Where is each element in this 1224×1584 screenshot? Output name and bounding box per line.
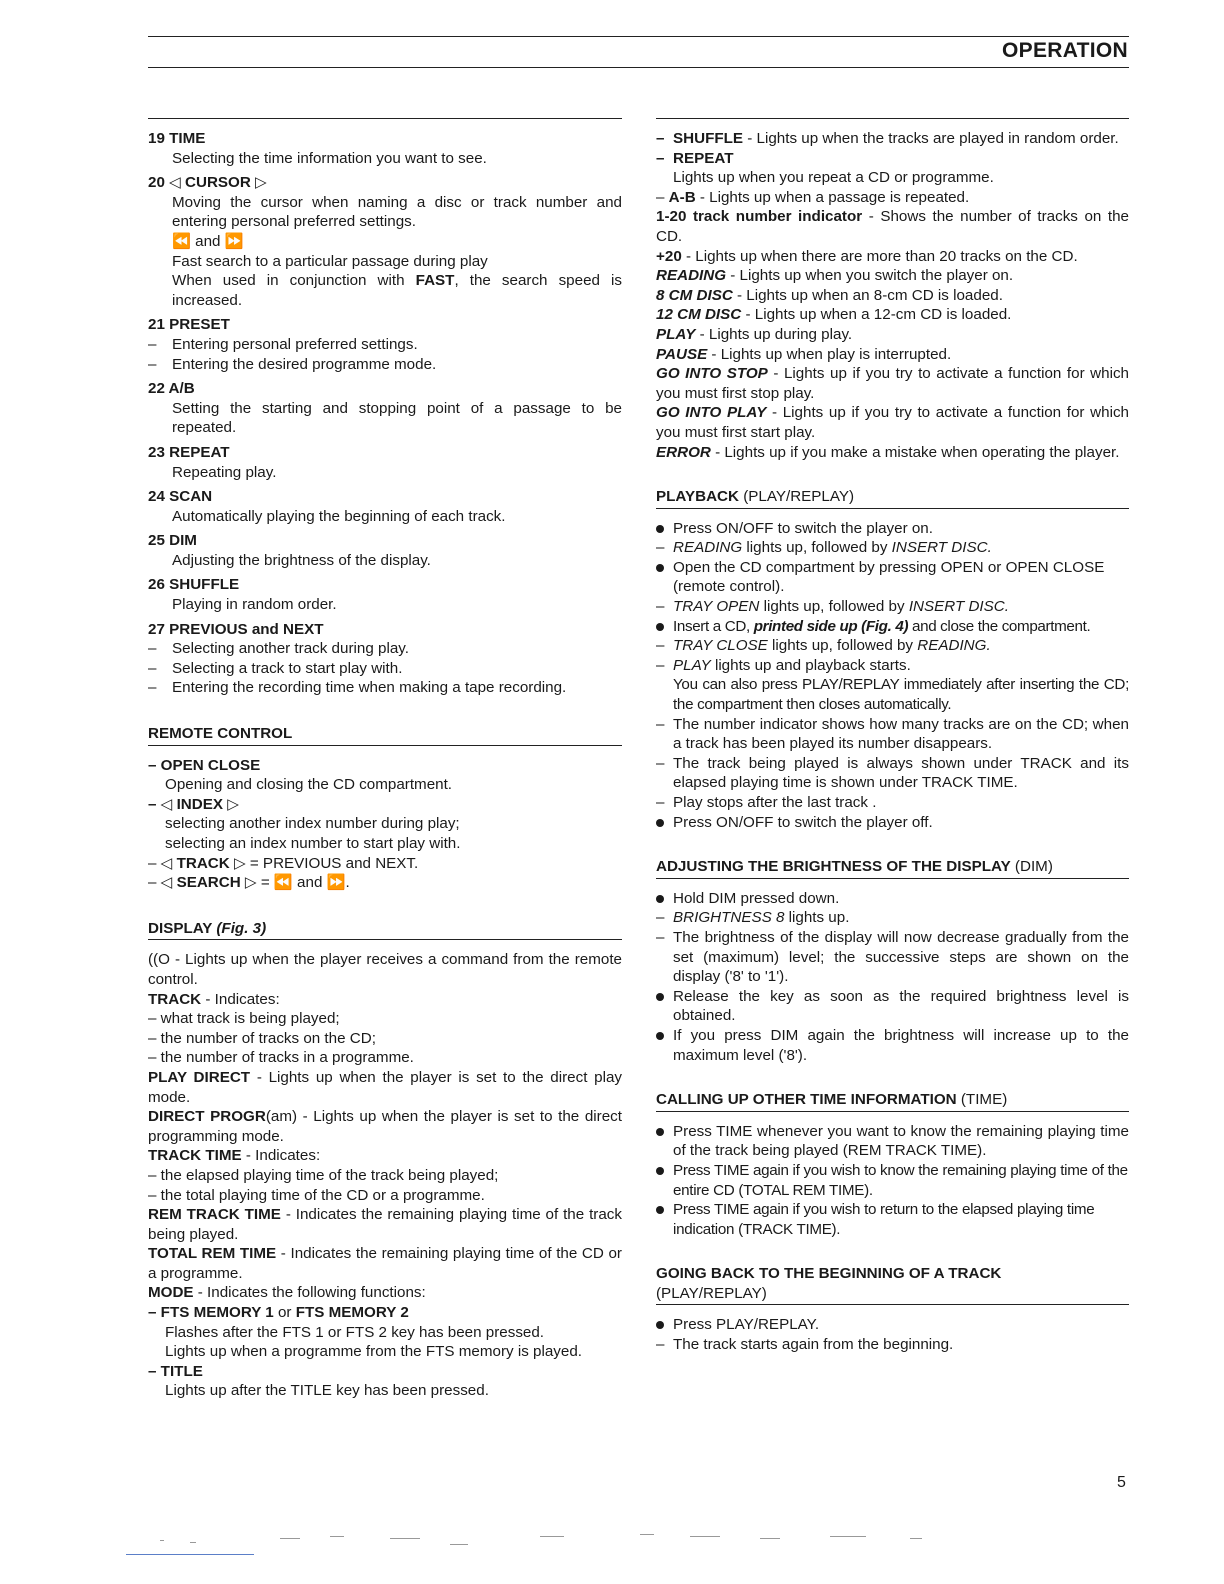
text: (PLAY/REPLAY)	[738, 488, 855, 506]
text: You can also press PLAY/REPLAY immediately after inserting the CD; the compartment then closes automatically.	[673, 676, 1129, 714]
text: - Lights up when the player is set to the direct play mode.	[148, 1068, 622, 1106]
remote-line	[148, 854, 622, 874]
dash-marker: –	[148, 355, 157, 373]
text: GOING BACK TO THE BEGINNING OF A TRACK	[656, 1265, 1002, 1283]
speck	[540, 1536, 564, 1537]
text: FTS MEMORY 2	[295, 1304, 409, 1322]
item-text: Entering the desired programme mode.	[172, 355, 437, 373]
text: lights up.	[784, 909, 850, 927]
text: Press ON/OFF to switch the player on.	[673, 519, 933, 537]
item-text: Selecting a track to start play with.	[172, 659, 403, 677]
text: - Lights up when you switch the player on.	[726, 267, 1014, 285]
dash-line	[656, 908, 1129, 928]
text: (DIM)	[1010, 858, 1053, 876]
dash-marker: –	[656, 149, 665, 167]
brightness-section	[656, 889, 1129, 1065]
display-line	[148, 1342, 622, 1362]
text: INSERT DISC.	[908, 598, 1009, 616]
speck	[760, 1538, 780, 1539]
section-heading-playback	[656, 487, 1129, 509]
text: CALLING UP OTHER TIME INFORMATION	[656, 1091, 957, 1109]
text: Hold DIM pressed down.	[673, 889, 840, 907]
text: BRIGHTNESS 8	[673, 909, 785, 927]
display-indicator-ab	[656, 188, 1129, 208]
text: or	[273, 1304, 296, 1322]
item-text: Moving the cursor when naming a disc or track number and entering personal preferred settings.	[172, 193, 622, 231]
dash-marker: –	[656, 1336, 665, 1354]
text: - Indicates the following functions:	[193, 1284, 426, 1302]
display-line	[148, 1107, 622, 1146]
bullet-icon	[656, 617, 673, 637]
text: Insert a CD,	[673, 617, 754, 635]
item-23-repeat	[148, 443, 622, 482]
display-indicator-repeat-desc	[656, 168, 1129, 188]
dash-marker: –	[148, 874, 161, 892]
display-indicator-8cm	[656, 286, 1129, 306]
text: +20	[656, 247, 682, 265]
bullet-line	[656, 1315, 1129, 1335]
text: When used in conjunction with	[172, 272, 416, 290]
left-column	[148, 118, 622, 1401]
text: and close the compartment.	[908, 617, 1091, 635]
remote-line	[148, 814, 622, 834]
dash-marker: –	[656, 715, 665, 733]
text: Opening and closing the CD compartment.	[165, 776, 453, 794]
dash-line	[148, 678, 622, 698]
text: PAUSE	[656, 345, 708, 363]
display-indicator-error	[656, 443, 1129, 463]
bullet-line	[656, 1200, 1129, 1239]
display-indicator-reading	[656, 266, 1129, 286]
display-line	[148, 1283, 622, 1303]
text: - Lights up when play is interrupted.	[707, 345, 952, 363]
text: 8 CM DISC	[656, 286, 733, 304]
spacer	[656, 168, 673, 188]
text: selecting another index number during play;	[165, 815, 460, 833]
text: The track being played is always shown under TRACK and its elapsed playing time is shown under TRACK TIME.	[673, 754, 1129, 792]
remote-line	[148, 795, 622, 815]
text: TRAY CLOSE	[673, 637, 768, 655]
column-rule	[656, 118, 1129, 119]
item-heading: 27 PREVIOUS and NEXT	[148, 620, 324, 638]
bullet-icon	[656, 889, 673, 909]
bullet-icon	[656, 1026, 673, 1065]
remote-line	[148, 834, 622, 854]
dash-marker: –	[656, 637, 665, 655]
text: ERROR	[656, 443, 711, 461]
bullet-line	[656, 1161, 1129, 1200]
item-19-time	[148, 129, 622, 168]
display-line	[148, 1303, 622, 1323]
item-heading: 23 REPEAT	[148, 443, 230, 461]
display-indicator-shuffle	[656, 129, 1129, 149]
display-line: – what track is being played;	[148, 1010, 340, 1028]
text: READING	[656, 267, 727, 285]
display-indicator-12cm	[656, 305, 1129, 325]
remote-signal-icon: ((O	[148, 951, 170, 969]
text: Press TIME again if you wish to know the remaining playing time of the entire CD (TOTAL REM TIME).	[673, 1161, 1128, 1199]
spacer	[148, 775, 165, 795]
speck	[450, 1544, 468, 1545]
text: ◁ SEARCH ▷	[160, 874, 257, 892]
spacer	[148, 834, 165, 854]
text: ◁ TRACK ▷	[160, 854, 246, 872]
text: MODE	[148, 1284, 194, 1302]
bullet-line	[656, 889, 1129, 909]
dash-marker: –	[656, 656, 665, 674]
scan-noise	[120, 1532, 1120, 1562]
dash-marker: –	[148, 756, 161, 774]
item-heading: 20 ◁ CURSOR ▷	[148, 174, 267, 192]
text: Lights up when a programme from the FTS memory is played.	[165, 1343, 582, 1361]
text: REPEAT	[673, 149, 734, 167]
dash-line	[656, 636, 1129, 656]
right-column	[656, 118, 1129, 1355]
text: PLAY	[656, 325, 696, 343]
dash-line	[656, 793, 1129, 813]
section-heading-going-back	[656, 1264, 1129, 1305]
remote-line	[148, 873, 622, 893]
text: Lights up after the TITLE key has been pressed.	[165, 1382, 489, 1400]
item-24-scan	[148, 487, 622, 526]
dash-marker: –	[656, 598, 665, 616]
text: Press PLAY/REPLAY.	[673, 1316, 820, 1334]
text: If you press DIM again the brightness will increase up to the maximum level ('8').	[673, 1026, 1129, 1064]
speck	[330, 1536, 344, 1537]
item-text: Setting the starting and stopping point of a passage to be repeated.	[172, 399, 622, 437]
display-line	[148, 1146, 622, 1166]
playback-section	[656, 519, 1129, 833]
text: - Shows the number of tracks on the CD.	[656, 208, 1129, 245]
item-text: Fast search to a particular passage during play	[172, 252, 488, 270]
text: (TIME)	[956, 1091, 1008, 1109]
spacer	[148, 1342, 165, 1362]
display-line	[148, 950, 622, 989]
item-text	[148, 271, 622, 310]
text: REM TRACK TIME	[148, 1206, 281, 1224]
item-27-previous-next	[148, 620, 622, 698]
text: The number indicator shows how many tracks are on the CD; when a track has been played its number disappears.	[673, 715, 1129, 753]
item-heading: 19 TIME	[148, 130, 206, 147]
speck	[690, 1536, 720, 1537]
text: Play stops after the last track .	[673, 794, 877, 811]
display-line	[148, 1323, 622, 1343]
display-line: – the total playing time of the CD or a programme.	[148, 1186, 485, 1204]
item-text: Automatically playing the beginning of each track.	[172, 507, 506, 525]
display-indicator-go-into-play	[656, 403, 1129, 442]
text: - Indicates the remaining playing time of the track being played.	[148, 1206, 622, 1243]
dash-marker: –	[148, 335, 157, 353]
item-26-shuffle	[148, 575, 622, 614]
item-22-ab	[148, 379, 622, 438]
bullet-icon	[656, 813, 673, 833]
text: - Indicates:	[241, 1147, 321, 1165]
text: Lights up when you repeat a CD or programme.	[673, 169, 994, 187]
spacer	[148, 814, 165, 834]
text: TRACK	[148, 990, 202, 1008]
text: - Lights up during play.	[695, 325, 853, 343]
display-line: – the elapsed playing time of the track being played;	[148, 1166, 499, 1184]
text: The brightness of the display will now decrease gradually from the set (maximum) level; the successive steps are shown on the display ('8' to '1').	[673, 928, 1129, 986]
dash-line	[148, 355, 622, 375]
bullet-icon	[656, 1315, 673, 1335]
dash-marker: –	[148, 659, 157, 677]
dash-marker: –	[656, 928, 665, 946]
text: ADJUSTING THE BRIGHTNESS OF THE DISPLAY	[656, 858, 1011, 876]
text: - Lights up if you try to activate a function for which you must first start play.	[656, 404, 1129, 441]
display-line	[148, 1381, 622, 1401]
page-title: OPERATION	[1002, 39, 1128, 62]
text: SHUFFLE	[673, 130, 744, 147]
bullet-icon	[656, 987, 673, 1026]
time-info-section	[656, 1122, 1129, 1240]
bullet-icon	[656, 1161, 673, 1200]
text: DIRECT PROGR	[148, 1108, 266, 1126]
going-back-section	[656, 1315, 1129, 1354]
dash-marker: –	[148, 1362, 161, 1380]
text: TITLE	[160, 1362, 203, 1380]
text: PLAY DIRECT	[148, 1068, 251, 1086]
text: Press ON/OFF to switch the player off.	[673, 813, 933, 831]
display-section	[148, 950, 622, 1401]
dash-line	[656, 656, 1129, 676]
speck	[830, 1536, 866, 1537]
item-heading: 22 A/B	[148, 380, 195, 398]
display-line: – the number of tracks on the CD;	[148, 1029, 376, 1047]
text: GO INTO PLAY	[656, 404, 767, 422]
item-text: Playing in random order.	[172, 596, 337, 614]
text: TRAY OPEN	[673, 598, 760, 616]
speck	[910, 1538, 922, 1539]
dash-line	[148, 659, 622, 679]
item-heading: 26 SHUFFLE	[148, 576, 240, 594]
dash-line	[656, 538, 1129, 558]
text: - Lights up when the tracks are played in random order.	[743, 130, 1119, 147]
bullet-icon	[656, 1200, 673, 1239]
item-heading: 25 DIM	[148, 532, 197, 550]
item-text: Selecting another track during play.	[172, 640, 409, 658]
item-text: Adjusting the brightness of the display.	[172, 551, 431, 569]
dash-marker: –	[656, 909, 665, 927]
remote-line	[148, 756, 622, 776]
dash-marker: –	[656, 130, 665, 147]
speck	[390, 1538, 420, 1539]
dash-marker: –	[148, 679, 157, 697]
dash-marker: –	[656, 188, 669, 206]
dash-marker: –	[148, 854, 161, 872]
spacer	[148, 1323, 165, 1343]
scan-line	[126, 1554, 254, 1555]
item-text: Entering personal preferred settings.	[172, 335, 418, 353]
dash-marker: –	[148, 640, 157, 658]
item-text: Entering the recording time when making a tape recording.	[172, 679, 567, 697]
display-indicator-track-number	[656, 207, 1129, 246]
item-21-preset	[148, 315, 622, 374]
section-heading-brightness	[656, 857, 1129, 879]
text: TOTAL REM TIME	[148, 1245, 277, 1263]
item-text: Selecting the time information you want to see.	[172, 149, 487, 167]
text: PLAY	[673, 656, 711, 674]
item-text: Repeating play.	[172, 463, 277, 481]
text: 1-20 track number indicator	[656, 208, 863, 226]
text: - Lights up when there are more than 20 tracks on the CD.	[681, 247, 1078, 265]
display-line	[148, 1068, 622, 1107]
text: - Lights up when a passage is repeated.	[695, 188, 970, 206]
header-rule-top	[148, 36, 1129, 37]
header-rule-bottom	[148, 67, 1129, 68]
bullet-line	[656, 813, 1129, 833]
section-heading-display	[148, 919, 622, 941]
text: TRACK TIME	[148, 1147, 242, 1165]
text: = PREVIOUS and NEXT.	[245, 854, 419, 872]
bullet-line	[656, 987, 1129, 1026]
text: (PLAY/REPLAY)	[656, 1284, 767, 1302]
display-line	[148, 1362, 622, 1382]
text: lights up, followed by	[742, 539, 892, 557]
display-indicator-pause	[656, 345, 1129, 365]
text: - Indicates:	[201, 990, 280, 1008]
remote-control-section	[148, 756, 622, 893]
text: READING	[673, 539, 743, 557]
text: OPEN CLOSE	[160, 756, 261, 774]
display-indicator-play	[656, 325, 1129, 345]
text: , the search speed is increased.	[172, 272, 622, 309]
text: - Lights up when the player receives a command from the remote control.	[148, 951, 622, 988]
text: PLAYBACK	[656, 488, 739, 506]
text: GO INTO STOP	[656, 365, 768, 383]
text: Press TIME whenever you want to know the remaining playing time of the track being played (REM TRACK TIME).	[673, 1122, 1129, 1160]
display-line: – the number of tracks in a programme.	[148, 1049, 414, 1067]
text: lights up, followed by	[759, 598, 909, 616]
text: A-B	[668, 188, 696, 206]
item-heading: 21 PRESET	[148, 316, 230, 334]
speck	[160, 1540, 164, 1541]
text: (Fig. 3)	[216, 919, 267, 937]
dash-marker: –	[656, 794, 665, 811]
speck	[640, 1534, 654, 1535]
text: - Lights up if you try to activate a function for which you must first stop play.	[656, 365, 1130, 402]
text: 12 CM DISC	[656, 306, 742, 324]
display-indicator-plus20	[656, 247, 1129, 267]
text: - Indicates the remaining playing time of the CD or a programme.	[148, 1245, 622, 1282]
dash-line	[656, 928, 1129, 987]
indent-line	[656, 675, 1129, 714]
display-line	[148, 1205, 622, 1244]
text: (am) - Lights up when the player is set to the direct programming mode.	[148, 1108, 622, 1145]
text: DISPLAY	[148, 919, 217, 937]
text: READING.	[917, 637, 991, 655]
display-indicator-go-into-stop	[656, 364, 1129, 403]
section-heading-remote-control: REMOTE CONTROL	[148, 724, 622, 746]
dash-marker: –	[148, 1304, 161, 1322]
item-20-cursor	[148, 173, 622, 310]
dash-line	[656, 715, 1129, 754]
speck	[280, 1538, 300, 1539]
text: printed side up (Fig. 4)	[753, 617, 909, 635]
bullet-line	[656, 617, 1129, 637]
dash-marker: –	[148, 795, 161, 813]
item-25-dim	[148, 531, 622, 570]
bullet-line	[656, 1026, 1129, 1065]
bullet-icon	[656, 1122, 673, 1161]
bullet-line	[656, 1122, 1129, 1161]
dash-line	[656, 597, 1129, 617]
text: FAST	[415, 272, 455, 290]
display-line	[148, 990, 622, 1010]
bullet-icon	[656, 558, 673, 597]
display-line	[148, 1244, 622, 1283]
bullet-icon	[656, 519, 673, 539]
speck	[190, 1542, 196, 1543]
spacer	[148, 1381, 165, 1401]
dash-marker: –	[656, 754, 665, 772]
remote-line	[148, 775, 622, 795]
bullet-line	[656, 558, 1129, 597]
dash-line	[148, 335, 622, 355]
dash-marker: –	[656, 539, 665, 557]
text: Flashes after the FTS 1 or FTS 2 key has been pressed.	[165, 1323, 545, 1341]
dash-line	[656, 1335, 1129, 1355]
item-text: ⏪ and ⏩	[172, 232, 244, 250]
text: lights up, followed by	[767, 637, 918, 655]
text: selecting an index number to start play with.	[165, 835, 461, 852]
item-heading: 24 SCAN	[148, 488, 213, 506]
text: The track starts again from the beginning.	[673, 1336, 954, 1354]
text: lights up and playback starts.	[710, 656, 911, 674]
column-rule	[148, 118, 622, 119]
display-indicator-repeat	[656, 149, 1129, 169]
dash-line	[656, 754, 1129, 793]
text: - Lights up if you make a mistake when operating the player.	[710, 443, 1120, 461]
text: INSERT DISC.	[891, 539, 992, 557]
bullet-line	[656, 519, 1129, 539]
dash-line	[148, 639, 622, 659]
text: Press TIME again if you wish to return to the elapsed playing time indication (TRACK TIME).	[673, 1201, 1095, 1238]
text: - Lights up when an 8-cm CD is loaded.	[732, 286, 1003, 304]
spacer	[656, 675, 673, 714]
text: Release the key as soon as the required brightness level is obtained.	[673, 987, 1129, 1025]
text: Open the CD compartment by pressing OPEN or OPEN CLOSE (remote control).	[673, 558, 1105, 596]
page-number: 5	[1117, 1474, 1126, 1491]
section-heading-time-info	[656, 1090, 1129, 1112]
text: ◁ INDEX ▷	[160, 795, 239, 813]
text: FTS MEMORY 1	[160, 1304, 274, 1322]
text: - Lights up when a 12-cm CD is loaded.	[741, 306, 1012, 324]
text: = ⏪ and ⏩.	[256, 874, 350, 892]
